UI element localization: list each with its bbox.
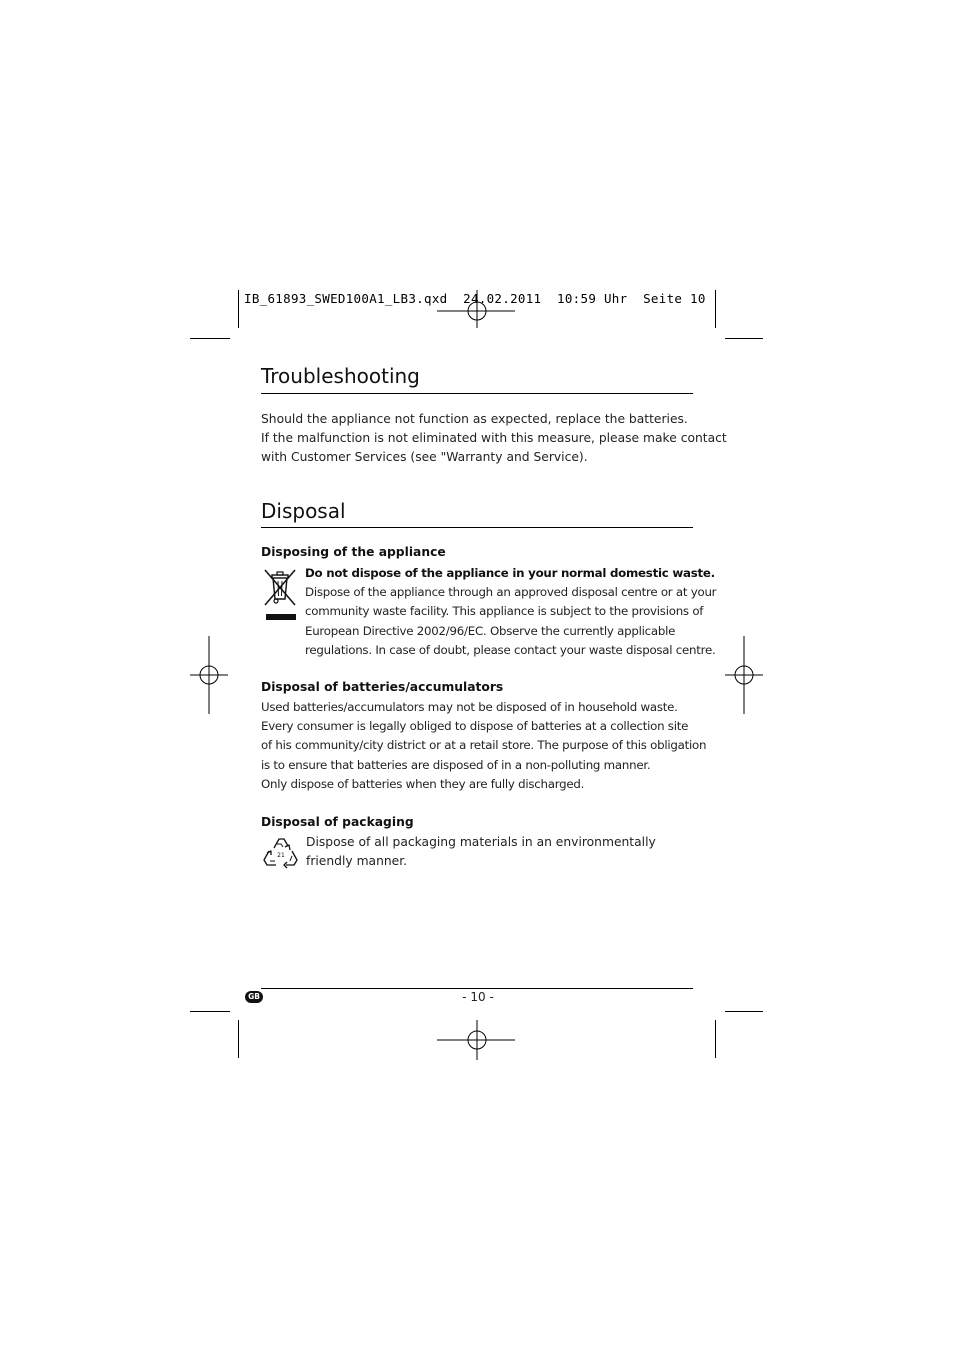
text-line: If the malfunction is not eliminated with this measure, please make contact	[261, 431, 727, 446]
text-line: Only dispose of batteries when they are fully discharged.	[261, 776, 585, 791]
appliance-warning-line: Do not dispose of the appliance in your normal domestic waste.	[305, 566, 715, 580]
crop-mark	[190, 338, 230, 339]
registration-mark-right	[725, 636, 765, 714]
disposal-heading: Disposal	[261, 499, 346, 523]
svg-text:21: 21	[277, 852, 285, 859]
crop-mark	[725, 1011, 763, 1012]
batteries-disposal-text	[261, 698, 706, 794]
registration-mark-left	[190, 636, 230, 714]
crop-mark	[715, 1020, 716, 1058]
crop-mark	[238, 290, 239, 328]
text-line: Should the appliance not function as expected, replace the batteries.	[261, 412, 688, 426]
batteries-disposal-heading: Disposal of batteries/accumulators	[261, 680, 504, 694]
text-line: Every consumer is legally obliged to dispose of batteries at a collection site	[261, 719, 689, 734]
text-line: Dispose of all packaging materials in an environmentally	[306, 835, 656, 849]
crossed-out-wheelie-bin-icon	[262, 567, 298, 623]
page-number: - 10 -	[462, 990, 494, 1004]
text-line: Dispose of the appliance through an approved disposal centre or at your	[305, 585, 717, 600]
crop-mark	[725, 338, 763, 339]
heading-rule	[261, 527, 693, 528]
text-line: regulations. In case of doubt, please contact your waste disposal centre.	[305, 642, 716, 657]
text-line: is to ensure that batteries are disposed of in a non-polluting manner.	[261, 757, 651, 772]
crop-mark	[715, 290, 716, 328]
troubleshooting-text	[261, 410, 727, 468]
text-line: friendly manner.	[306, 854, 408, 869]
troubleshooting-heading: Troubleshooting	[261, 364, 420, 388]
heading-rule	[261, 393, 693, 394]
language-badge: GB	[245, 991, 263, 1003]
print-slug: IB_61893_SWED100A1_LB3.qxd 24.02.2011 10:59 Uhr Seite 10	[244, 291, 706, 306]
crop-mark	[190, 1011, 230, 1012]
text-line: European Directive 2002/96/EC. Observe the currently applicable	[305, 623, 676, 638]
appliance-disposal-text	[305, 564, 716, 660]
text-line: community waste facility. This appliance is subject to the provisions of	[305, 604, 704, 619]
text-line: Used batteries/accumulators may not be disposed of in household waste.	[261, 700, 678, 714]
registration-mark-bottom	[437, 1020, 517, 1060]
crop-mark	[238, 1020, 239, 1058]
text-line: with Customer Services (see "Warranty and Service).	[261, 450, 588, 465]
packaging-disposal-text	[306, 833, 656, 871]
appliance-disposal-heading: Disposing of the appliance	[261, 545, 446, 559]
text-line: of his community/city district or at a retail store. The purpose of this obligation	[261, 738, 707, 753]
footer-rule	[261, 988, 693, 989]
recycling-icon	[262, 834, 300, 872]
packaging-disposal-heading: Disposal of packaging	[261, 815, 414, 829]
